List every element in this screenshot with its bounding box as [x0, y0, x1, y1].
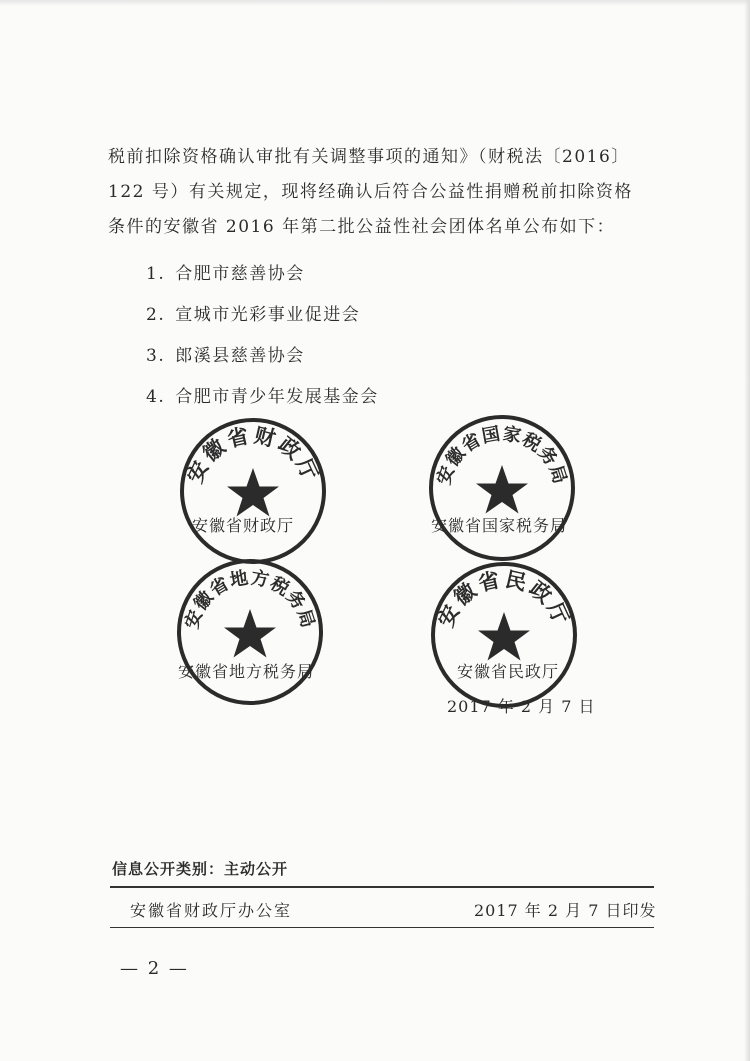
- seal-text: 安徽省地方税务局: [181, 567, 319, 632]
- signatory-label: 安徽省国家税务局: [431, 516, 568, 535]
- list-item-number: 1.: [146, 264, 166, 284]
- list-item: [146, 254, 379, 295]
- list-item: [146, 336, 379, 377]
- local-tax-bureau-seal: [175, 557, 325, 707]
- national-tax-bureau-seal: [427, 413, 577, 563]
- body-line-3: 条件的安徽省 2016 年第二批公益性社会团体名单公布如下：: [108, 217, 616, 237]
- organization-list: [146, 254, 379, 418]
- star-icon: [476, 465, 528, 514]
- star-icon: [227, 468, 279, 517]
- printed-date: 2017 年 2 月 7 日印发: [474, 901, 657, 920]
- seal-text: 安徽省财政厅: [182, 423, 324, 487]
- list-item-name: 合肥市慈善协会: [175, 264, 305, 284]
- page-number: — 2 —: [120, 958, 189, 979]
- list-item-name: 郎溪县慈善协会: [175, 346, 305, 366]
- issue-date: 2017 年 2 月 7 日: [447, 697, 596, 716]
- info-disclosure-category: 信息公开类别：主动公开: [112, 860, 289, 878]
- footer-bottom-rule: [110, 927, 654, 928]
- footer-top-rule: [110, 886, 654, 888]
- seal-graphic: [427, 413, 577, 563]
- list-item-name: 合肥市青少年发展基金会: [175, 387, 379, 407]
- star-icon: [478, 612, 530, 661]
- signatory-label: 安徽省地方税务局: [178, 662, 315, 681]
- scan-shadow-right: [744, 0, 750, 1061]
- signatory-label: 安徽省财政厅: [192, 516, 295, 535]
- star-icon: [224, 609, 276, 658]
- seal-text: 安徽省国家税务局: [433, 423, 571, 488]
- seal-graphic: [429, 560, 579, 710]
- body-paragraph: [108, 140, 648, 245]
- body-line-1: 税前扣除资格确认审批有关调整事项的通知》（财税法〔2016〕: [108, 147, 630, 167]
- scan-shadow-top: [0, 0, 750, 6]
- issuing-office: 安徽省财政厅办公室: [130, 901, 293, 920]
- list-item-number: 3.: [146, 346, 166, 366]
- seal-graphic: [175, 557, 325, 707]
- seal-text: 安徽省民政厅: [433, 567, 575, 631]
- finance-department-seal: [178, 416, 328, 566]
- list-item-number: 2.: [146, 305, 166, 325]
- list-item: [146, 295, 379, 336]
- civil-affairs-department-seal: [429, 560, 579, 710]
- body-line-2: 122 号）有关规定，现将经确认后符合公益性捐赠税前扣除资格: [108, 182, 633, 202]
- list-item-name: 宣城市光彩事业促进会: [175, 305, 361, 325]
- seal-graphic: [178, 416, 328, 566]
- list-item: [146, 377, 379, 418]
- list-item-number: 4.: [146, 387, 166, 407]
- signatory-label: 安徽省民政厅: [457, 662, 560, 681]
